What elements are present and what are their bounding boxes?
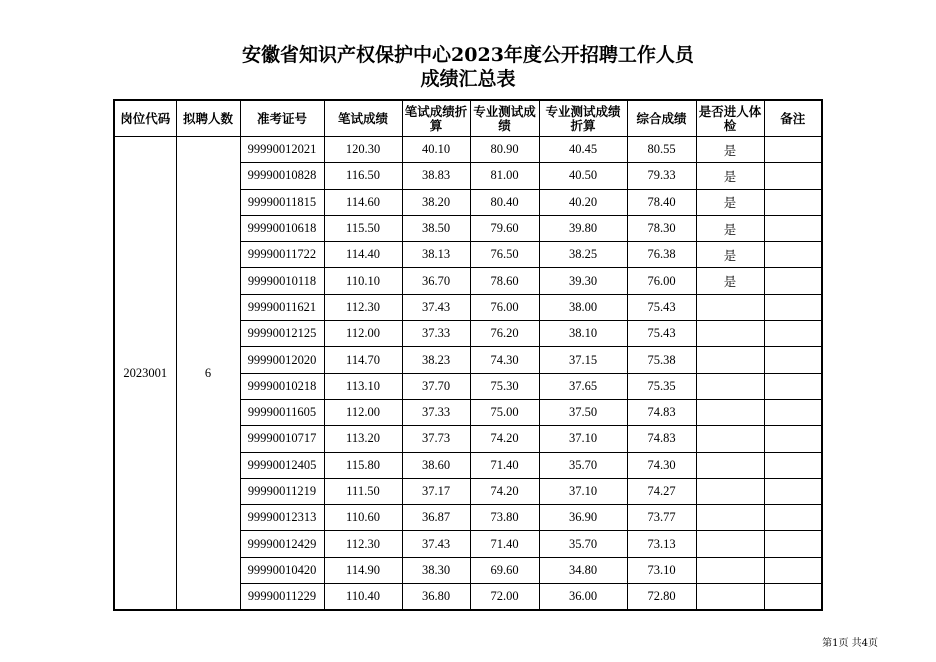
remark-cell [764, 531, 822, 557]
pro-test-cell: 76.00 [470, 294, 539, 320]
written-score-cell: 112.00 [324, 321, 402, 347]
written-score-cell: 114.90 [324, 557, 402, 583]
physical-cell: 是 [696, 163, 764, 189]
physical-cell [696, 584, 764, 611]
remark-cell [764, 189, 822, 215]
remark-cell [764, 137, 822, 163]
written-score-cell: 114.60 [324, 189, 402, 215]
ticket-no-cell: 99990010420 [240, 557, 324, 583]
header-total: 综合成绩 [627, 100, 696, 137]
pro-test-cell: 74.30 [470, 347, 539, 373]
pro-test-cell: 76.50 [470, 242, 539, 268]
remark-cell [764, 163, 822, 189]
ticket-no-cell: 99990011722 [240, 242, 324, 268]
total-cell: 75.43 [627, 294, 696, 320]
total-cell: 72.80 [627, 584, 696, 611]
written-score-cell: 120.30 [324, 137, 402, 163]
total-cell: 79.33 [627, 163, 696, 189]
header-pro-test: 专业测试成绩 [470, 100, 539, 137]
physical-cell [696, 505, 764, 531]
remark-cell [764, 294, 822, 320]
pro-test-cell: 79.60 [470, 215, 539, 241]
pro-test-cell: 76.20 [470, 321, 539, 347]
pro-test-cell: 75.00 [470, 399, 539, 425]
pro-conv-cell: 38.10 [539, 321, 627, 347]
pro-conv-cell: 36.00 [539, 584, 627, 611]
written-conv-cell: 37.33 [402, 399, 470, 425]
physical-cell [696, 531, 764, 557]
ticket-no-cell: 99990010717 [240, 426, 324, 452]
written-conv-cell: 38.50 [402, 215, 470, 241]
pro-test-cell: 75.30 [470, 373, 539, 399]
written-score-cell: 116.50 [324, 163, 402, 189]
written-conv-cell: 37.70 [402, 373, 470, 399]
pro-conv-cell: 37.50 [539, 399, 627, 425]
total-cell: 78.30 [627, 215, 696, 241]
written-conv-cell: 37.73 [402, 426, 470, 452]
pro-test-cell: 81.00 [470, 163, 539, 189]
ticket-no-cell: 99990011229 [240, 584, 324, 611]
header-row [114, 100, 822, 137]
remark-cell [764, 426, 822, 452]
physical-cell: 是 [696, 215, 764, 241]
pro-test-cell: 69.60 [470, 557, 539, 583]
written-score-cell: 112.30 [324, 531, 402, 557]
post-code-cell: 2023001 [114, 137, 176, 611]
ticket-no-cell: 99990012429 [240, 531, 324, 557]
pro-test-cell: 71.40 [470, 452, 539, 478]
pro-conv-cell: 35.70 [539, 452, 627, 478]
ticket-no-cell: 99990012020 [240, 347, 324, 373]
written-conv-cell: 38.13 [402, 242, 470, 268]
remark-cell [764, 268, 822, 294]
written-conv-cell: 37.33 [402, 321, 470, 347]
total-cell: 80.55 [627, 137, 696, 163]
ticket-no-cell: 99990010618 [240, 215, 324, 241]
document-title-line1: 安徽省知识产权保护中心2023年度公开招聘工作人员 [242, 44, 694, 66]
pro-conv-cell: 40.50 [539, 163, 627, 189]
total-cell: 73.10 [627, 557, 696, 583]
remark-cell [764, 505, 822, 531]
pro-test-cell: 78.60 [470, 268, 539, 294]
pro-conv-cell: 40.20 [539, 189, 627, 215]
written-score-cell: 114.40 [324, 242, 402, 268]
plan-count-cell: 6 [176, 137, 240, 611]
total-cell: 75.35 [627, 373, 696, 399]
written-conv-cell: 38.60 [402, 452, 470, 478]
pro-conv-cell: 37.65 [539, 373, 627, 399]
header-written-score: 笔试成绩 [324, 100, 402, 137]
remark-cell [764, 373, 822, 399]
written-conv-cell: 37.43 [402, 294, 470, 320]
pro-conv-cell: 36.90 [539, 505, 627, 531]
written-conv-cell: 38.20 [402, 189, 470, 215]
score-table [113, 99, 823, 611]
ticket-no-cell: 99990012313 [240, 505, 324, 531]
remark-cell [764, 321, 822, 347]
total-cell: 78.40 [627, 189, 696, 215]
written-score-cell: 112.30 [324, 294, 402, 320]
physical-cell [696, 373, 764, 399]
physical-cell [696, 426, 764, 452]
ticket-no-cell: 99990010828 [240, 163, 324, 189]
written-conv-cell: 38.23 [402, 347, 470, 373]
pro-test-cell: 74.20 [470, 478, 539, 504]
remark-cell [764, 242, 822, 268]
pro-test-cell: 72.00 [470, 584, 539, 611]
written-score-cell: 112.00 [324, 399, 402, 425]
ticket-no-cell: 99990010118 [240, 268, 324, 294]
header-written-conv: 笔试成绩折算 [402, 100, 470, 137]
pro-conv-cell: 38.00 [539, 294, 627, 320]
remark-cell [764, 584, 822, 611]
header-remark: 备注 [764, 100, 822, 137]
ticket-no-cell: 99990011621 [240, 294, 324, 320]
written-conv-cell: 37.17 [402, 478, 470, 504]
pro-conv-cell: 39.30 [539, 268, 627, 294]
physical-cell [696, 321, 764, 347]
written-score-cell: 115.50 [324, 215, 402, 241]
ticket-no-cell: 99990012405 [240, 452, 324, 478]
total-cell: 75.38 [627, 347, 696, 373]
pro-conv-cell: 39.80 [539, 215, 627, 241]
header-pro-conv: 专业测试成绩折算 [539, 100, 627, 137]
written-score-cell: 110.60 [324, 505, 402, 531]
pro-conv-cell: 37.15 [539, 347, 627, 373]
pro-conv-cell: 35.70 [539, 531, 627, 557]
written-score-cell: 115.80 [324, 452, 402, 478]
physical-cell: 是 [696, 189, 764, 215]
page-footer: 第1页 共4页 [822, 638, 878, 649]
written-conv-cell: 38.83 [402, 163, 470, 189]
written-conv-cell: 37.43 [402, 531, 470, 557]
written-score-cell: 113.20 [324, 426, 402, 452]
remark-cell [764, 478, 822, 504]
ticket-no-cell: 99990011219 [240, 478, 324, 504]
written-score-cell: 111.50 [324, 478, 402, 504]
physical-cell [696, 294, 764, 320]
header-post-code: 岗位代码 [114, 100, 176, 137]
total-cell: 74.83 [627, 399, 696, 425]
physical-cell [696, 452, 764, 478]
physical-cell: 是 [696, 242, 764, 268]
written-score-cell: 113.10 [324, 373, 402, 399]
total-cell: 76.00 [627, 268, 696, 294]
total-cell: 74.83 [627, 426, 696, 452]
total-cell: 73.13 [627, 531, 696, 557]
total-cell: 73.77 [627, 505, 696, 531]
physical-cell [696, 347, 764, 373]
total-cell: 76.38 [627, 242, 696, 268]
document-title-line2: 成绩汇总表 [420, 68, 516, 90]
ticket-no-cell: 99990010218 [240, 373, 324, 399]
physical-cell [696, 557, 764, 583]
total-cell: 74.27 [627, 478, 696, 504]
physical-cell: 是 [696, 268, 764, 294]
remark-cell [764, 215, 822, 241]
written-conv-cell: 36.87 [402, 505, 470, 531]
pro-conv-cell: 38.25 [539, 242, 627, 268]
written-conv-cell: 40.10 [402, 137, 470, 163]
remark-cell [764, 452, 822, 478]
ticket-no-cell: 99990012125 [240, 321, 324, 347]
remark-cell [764, 557, 822, 583]
written-conv-cell: 36.80 [402, 584, 470, 611]
physical-cell [696, 478, 764, 504]
ticket-no-cell: 99990012021 [240, 137, 324, 163]
ticket-no-cell: 99990011815 [240, 189, 324, 215]
written-conv-cell: 36.70 [402, 268, 470, 294]
pro-test-cell: 73.80 [470, 505, 539, 531]
written-score-cell: 110.40 [324, 584, 402, 611]
pro-test-cell: 80.90 [470, 137, 539, 163]
pro-conv-cell: 37.10 [539, 478, 627, 504]
remark-cell [764, 347, 822, 373]
ticket-no-cell: 99990011605 [240, 399, 324, 425]
physical-cell: 是 [696, 137, 764, 163]
remark-cell [764, 399, 822, 425]
pro-test-cell: 74.20 [470, 426, 539, 452]
total-cell: 74.30 [627, 452, 696, 478]
header-plan-count: 拟聘人数 [176, 100, 240, 137]
pro-conv-cell: 37.10 [539, 426, 627, 452]
physical-cell [696, 399, 764, 425]
header-ticket-no: 准考证号 [240, 100, 324, 137]
pro-conv-cell: 40.45 [539, 137, 627, 163]
pro-test-cell: 71.40 [470, 531, 539, 557]
pro-conv-cell: 34.80 [539, 557, 627, 583]
table-row [114, 137, 822, 163]
written-score-cell: 110.10 [324, 268, 402, 294]
pro-test-cell: 80.40 [470, 189, 539, 215]
written-score-cell: 114.70 [324, 347, 402, 373]
header-physical: 是否进人体检 [696, 100, 764, 137]
total-cell: 75.43 [627, 321, 696, 347]
written-conv-cell: 38.30 [402, 557, 470, 583]
